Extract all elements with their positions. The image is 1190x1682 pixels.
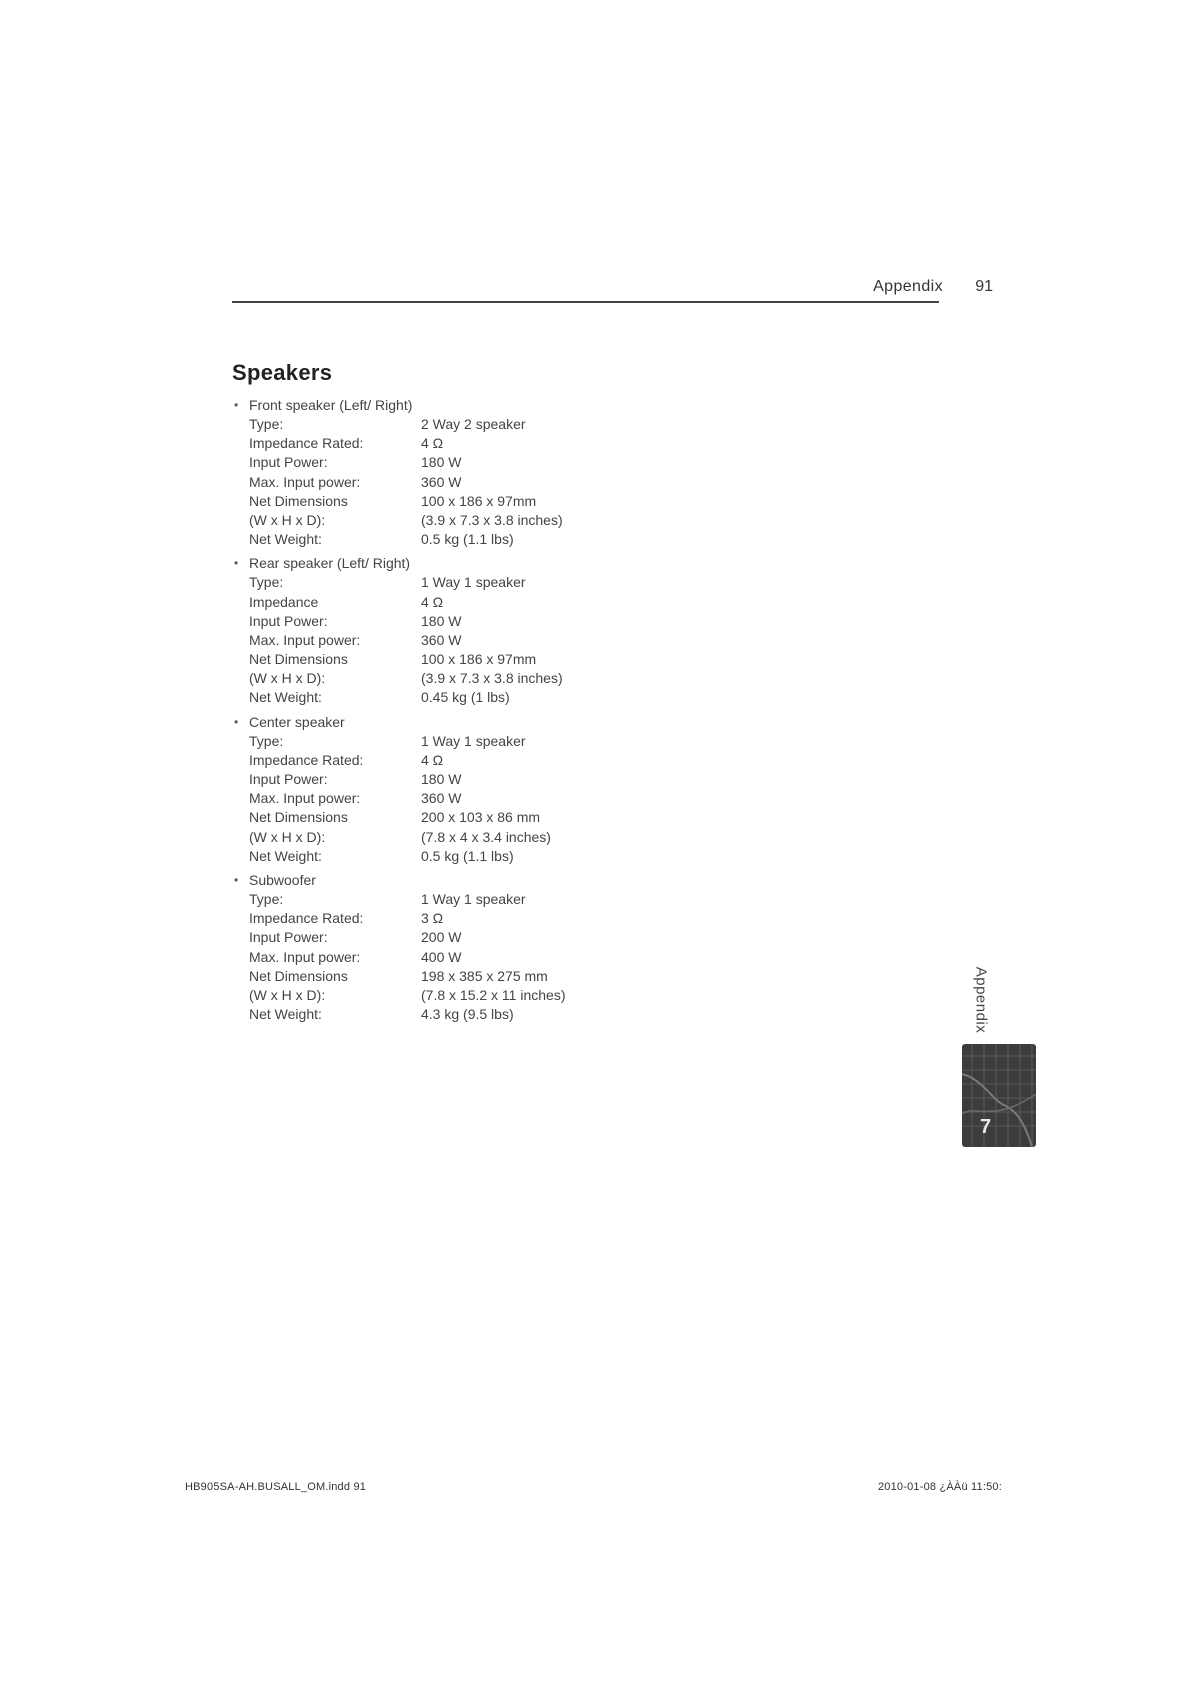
spec-row <box>232 511 652 530</box>
bullet-icon: • <box>234 872 239 887</box>
spec-row <box>232 770 652 789</box>
spec-group-heading-text: Front speaker (Left/ Right) <box>249 397 413 413</box>
spec-label: Max. Input power: <box>249 631 361 648</box>
spec-row <box>232 453 652 472</box>
chapter-number: 7 <box>980 1116 992 1138</box>
spec-label: Net Dimensions <box>249 492 348 509</box>
spec-label: Impedance <box>249 593 319 610</box>
spec-label: Input Power: <box>249 929 328 946</box>
spec-value: 360 W <box>421 790 462 807</box>
spec-group-heading-text: Center speaker <box>249 713 345 730</box>
spec-value: 1 Way 1 speaker <box>421 732 526 749</box>
spec-group-heading-text: Subwoofer <box>249 871 316 888</box>
chapter-tab-pattern <box>962 1044 1036 1147</box>
spec-label: Impedance Rated: <box>249 751 364 768</box>
chapter-side-label-text: Appendix <box>972 966 990 1034</box>
spec-label: Max. Input power: <box>249 790 361 807</box>
spec-value: 4 Ω <box>421 593 444 610</box>
spec-group-heading <box>232 871 652 890</box>
spec-row <box>232 650 652 669</box>
spec-row <box>232 732 652 751</box>
spec-value: 0.45 kg (1 lbs) <box>421 689 510 706</box>
spec-row <box>232 473 652 492</box>
spec-label: Type: <box>249 574 284 591</box>
spec-label: (W x H x D): <box>249 511 326 528</box>
spec-row <box>232 808 652 827</box>
spec-label: Net Weight: <box>249 531 322 548</box>
page-number: 91 <box>975 278 993 295</box>
spec-label: (W x H x D): <box>249 828 326 845</box>
spec-value: 1 Way 1 speaker <box>421 574 526 591</box>
chapter-tab <box>962 1044 1036 1147</box>
spec-row <box>232 909 652 928</box>
spec-value: 4.3 kg (9.5 lbs) <box>421 1006 514 1023</box>
spec-row <box>232 967 652 986</box>
spec-row <box>232 415 652 434</box>
spec-value: 1 Way 1 speaker <box>421 890 526 907</box>
bullet-icon: • <box>234 556 239 571</box>
spec-value: 198 x 385 x 275 mm <box>421 967 548 984</box>
spec-label: Type: <box>249 890 284 907</box>
spec-group-heading <box>232 396 652 415</box>
print-slug-filename: HB905SA-AH.BUSALL_OM.indd 91 <box>185 1481 367 1493</box>
spec-group-heading-text: Rear speaker (Left/ Right) <box>249 555 411 572</box>
spec-row <box>232 789 652 808</box>
spec-label: Input Power: <box>249 612 328 629</box>
spec-row <box>232 669 652 688</box>
running-header <box>232 268 993 304</box>
spec-label: Input Power: <box>249 771 328 787</box>
spec-label: Input Power: <box>249 454 328 471</box>
spec-group <box>232 713 652 866</box>
spec-value: 100 x 186 x 97mm <box>421 651 537 668</box>
spec-value: 100 x 186 x 97mm <box>421 492 537 509</box>
spec-row <box>232 573 652 592</box>
spec-value: 4 Ω <box>421 751 444 768</box>
spec-row <box>232 751 652 770</box>
spec-row <box>232 530 652 549</box>
spec-label: Max. Input power: <box>249 948 361 965</box>
spec-label: Max. Input power: <box>249 473 361 490</box>
spec-row <box>232 986 652 1005</box>
spec-label: Net Dimensions <box>249 651 348 668</box>
spec-group <box>232 396 652 549</box>
spec-value: 400 W <box>421 948 462 965</box>
spec-value: 0.5 kg (1.1 lbs) <box>421 531 514 548</box>
spec-label: Type: <box>249 416 284 432</box>
spec-group <box>232 871 652 1024</box>
spec-group-heading <box>232 713 652 732</box>
spec-label: (W x H x D): <box>249 986 326 1003</box>
spec-label: (W x H x D): <box>249 670 326 687</box>
chapter-side-label <box>971 960 991 1040</box>
spec-value: 3 Ω <box>421 910 444 927</box>
spec-group-heading <box>232 554 652 573</box>
spec-label: Impedance Rated: <box>249 910 364 927</box>
spec-row <box>232 1005 652 1024</box>
section-title: Appendix <box>873 278 943 295</box>
spec-row <box>232 928 652 947</box>
spec-row <box>232 828 652 847</box>
spec-value: 360 W <box>421 473 462 490</box>
spec-label: Impedance Rated: <box>249 435 364 452</box>
spec-row <box>232 593 652 612</box>
bullet-icon: • <box>234 398 239 412</box>
spec-row <box>232 612 652 631</box>
page-title: Speakers <box>232 360 333 385</box>
speaker-spec-list <box>232 396 652 1029</box>
spec-label: Net Weight: <box>249 1006 322 1023</box>
spec-label: Net Dimensions <box>249 809 348 826</box>
spec-value: 200 W <box>421 929 462 946</box>
spec-group <box>232 554 652 707</box>
spec-value: 4 Ω <box>421 435 444 452</box>
spec-label: Net Weight: <box>249 689 322 706</box>
spec-value: (7.8 x 4 x 3.4 inches) <box>421 828 551 845</box>
spec-value: (3.9 x 7.3 x 3.8 inches) <box>421 511 563 528</box>
spec-row <box>232 847 652 866</box>
spec-label: Type: <box>249 732 284 749</box>
header-rule <box>232 301 939 303</box>
spec-value: 0.5 kg (1.1 lbs) <box>421 847 514 864</box>
spec-value: 180 W <box>421 612 462 629</box>
spec-value: 200 x 103 x 86 mm <box>421 809 541 826</box>
spec-value: 180 W <box>421 771 462 787</box>
spec-row <box>232 434 652 453</box>
spec-row <box>232 631 652 650</box>
spec-row <box>232 948 652 967</box>
spec-label: Net Dimensions <box>249 967 348 984</box>
spec-row <box>232 492 652 511</box>
spec-row <box>232 890 652 909</box>
spec-value: 2 Way 2 speaker <box>421 416 526 432</box>
spec-row <box>232 688 652 707</box>
bullet-icon: • <box>234 714 239 729</box>
spec-label: Net Weight: <box>249 847 322 864</box>
spec-value: (3.9 x 7.3 x 3.8 inches) <box>421 670 563 687</box>
spec-value: (7.8 x 15.2 x 11 inches) <box>421 986 566 1003</box>
spec-value: 360 W <box>421 631 462 648</box>
print-slug-timestamp: 2010-01-08 ¿ÀÀü 11:50: <box>877 1481 1002 1493</box>
spec-value: 180 W <box>421 454 462 471</box>
